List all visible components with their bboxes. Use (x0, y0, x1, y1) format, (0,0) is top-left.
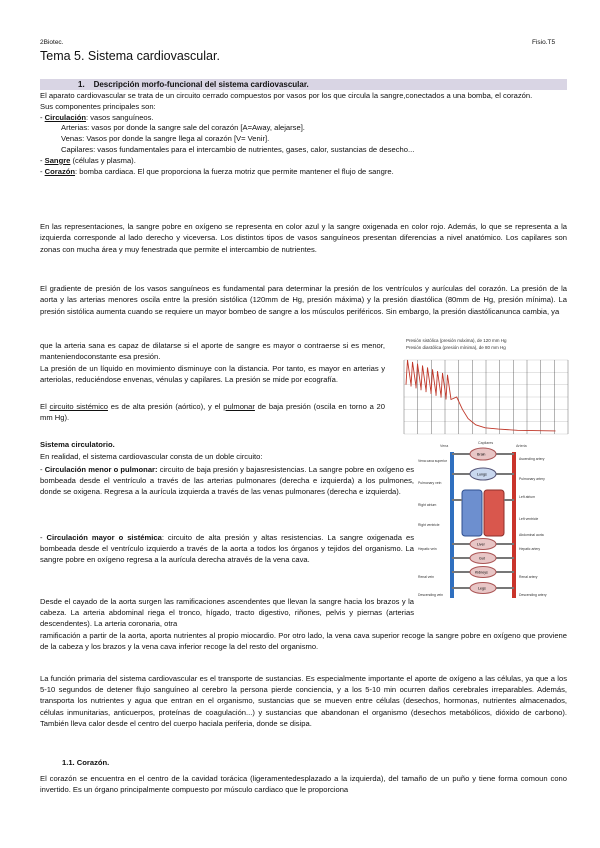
diagram-label-pulmonary-artery: Pulmonary artery (519, 477, 545, 481)
diagram-label-descending-vein: Descending vein (418, 593, 444, 597)
heart (452, 490, 514, 536)
aortic-arch-paragraph: Desde el cayado de la aorta surgen las ramificaciones ascendentes que llevan la sangre hacia los brazos y la cabeza. La arteria abdominal riega el tronco, hígado, tracto digestivo, riñones, pelvis y piernas (arterias descendentes). La arteria coronaria, otra (40, 597, 414, 629)
capilares-item: Capilares: vasos fundamentales para el intercambio de nutrientes, gases, calor, sustancias de desecho... (61, 144, 415, 154)
diagram-label-hepatic-artery: Hepatic artery (519, 547, 541, 551)
diagram-label-pulmonary-vein: Pulmonary vein (418, 481, 442, 485)
organ-loop-gut (452, 553, 514, 564)
gradient-paragraph: El gradiente de presión de los vasos sanguíneos es fundamental para determinar la presión de los ventrículos y aurículas del corazón. La presión de la aorta y las arterias menores oscila entre la presión sistólica (120mm de Hg, presión máxima) y la presión diastólica (80mm de Hg, presión mínima). La presión sistólica aumenta cuando se requiere un mayor bombeo de sangre a los músculos periféricos. Sin embargo, la presión diastólicanunca cambia, ya (40, 284, 567, 316)
pulmonary-circulation-term: Circulación menor o pulmonar: (44, 465, 158, 474)
diagram-label-capilares: Capilares (478, 441, 494, 445)
header-right: Fisio.T5 (532, 39, 556, 46)
organ-label-lungs: Lungs (477, 472, 487, 477)
diagram-label-renal-vein: Renal vein (418, 575, 435, 579)
circulacion-term: Circulación (44, 112, 86, 122)
pressure-curve (406, 360, 556, 431)
chart-grid (404, 360, 568, 434)
organ-label-legs: Legs (478, 586, 486, 591)
systemic-text-a: El (40, 402, 50, 411)
organ-loop-brain (452, 448, 514, 460)
systemic-term: circuito sistémico (49, 402, 108, 411)
section-heading (78, 79, 309, 90)
circulatory-heading: Sistema circulatorio. (40, 440, 115, 449)
organ-label-brain: Brain (477, 452, 486, 457)
gradient-paragraph-cont: que la arteria sana es capaz de dilatarse si el aporte de sangre es mayor o contraerse si es menor, manteniendoconstante esa presión. (40, 341, 385, 362)
organ-loop-legs (452, 583, 514, 594)
page-title: Tema 5. Sistema cardiovascular. (40, 49, 220, 63)
systemic-paragraph (40, 401, 385, 424)
systemic-circulation-item: - Circulación mayor o sistémica: circuito de alta presión y altas resistencias. La sangre oxigenada es bombeada desde el ventrículo izquierdo a través de la aorta a todos los órganos y tejidos del organismo. La sangre pobre en oxígeno regresa a la aurícula derecha através de la vena cava. (40, 533, 414, 565)
section-title: Descripción morfo-funcional del sistema cardiovascular. (93, 80, 309, 89)
diagram-label-left-atrium: Left atrium (519, 495, 536, 499)
sangre-term: Sangre (44, 155, 71, 165)
diagram-label-ascending-artery: Ascending artery (519, 457, 545, 461)
circulation-diagram (418, 440, 568, 604)
organ-loop-kidneys (452, 567, 514, 578)
diagram-label-left-ventricle: Left ventricle (519, 517, 539, 521)
pulmonary-circulation-text: circuito de baja presión y bajasresistencias. La sangre pobre en oxígeno es bombeada desde el ventrículo a través de las arterias pulmonares (derecha e izquierda) a los pulmones, donde se oxigena. Regresa a la aurícula izquierda a través de las venas pulmonares (derecha e izquierda). (40, 465, 415, 497)
diagram-label-vena-cava: Vena cava superior (418, 459, 448, 463)
header-left: 2Biotec. (40, 39, 64, 46)
representation-paragraph: En las representaciones, la sangre pobre en oxígeno se representa en color azul y la sangre oxigenada en color rojo. Además, lo que se representa a la izquierda corresponde al lado derecho y viceversa. Los distintos tipos de vasos sanguíneos presentan diferencias a nivel anatómico. Los capilares son zonas con mucha área y muy fenestrada que permite el intercambio de nutrientes. (40, 222, 567, 254)
sangre-text: (células y plasma). (70, 155, 136, 165)
section-number: 1. (78, 80, 85, 89)
pressure-chart (392, 334, 570, 440)
intro-text: El aparato cardiovascular se trata de un circuito cerrado compuestos por vasos por los que circula la sangre,conectados a una bomba, el corazón. (40, 91, 533, 100)
pulmonary-term: pulmonar (223, 402, 255, 411)
diagram-label-arteria: Arteria (516, 444, 527, 448)
function-paragraph: La función primaria del sistema cardiovascular es el transporte de sustancias. Es especialmente importante el aporte de oxígeno a las células, ya que a los 5-10 segundos de detener flujo sanguíneo al cerebro la persona pierde conciencia, y a los 5-10 min ocurren daños cerebrales irreparables. Además, transporta los nutrientes y agua que entran en el organismo, sustancias que se mueven entre células (desechos, hormonas, nutrientes almacenados, células inmunitarias, anticuerpos, proteínas de coagulación...) y sustancias que abandonan el organismo (desechos metabólicos, dióxido de carbono). También lleva calor desde el centro del cuerpo haciala periferia, donde se disipa. (40, 674, 567, 728)
diagram-label-right-ventricle: Right ventricle (418, 523, 440, 527)
chart-legend-diastolic: Presión diastólica (presión mínima), de 80 mm Hg (406, 345, 506, 350)
right-heart (462, 490, 482, 536)
organ-label-gut: Gut (479, 556, 485, 561)
venas-item: Venas: Vasos por donde la sangre llega al corazón [V= Venir]. (61, 134, 270, 144)
organ-label-kidneys: Kidneys (475, 570, 488, 575)
circulacion-text: : vasos sanguíneos. (86, 112, 154, 122)
circulatory-intro: En realidad, el sistema cardiovascular consta de un doble circuito: (40, 452, 263, 461)
systemic-circulation-text: : circuito de alta presión y altas resistencias. La sangre oxigenada es bombeada desde el ventrículo izquierdo a través de la aorta a todos los órganos y tejidos del organismo. La sangre pobre en oxígeno regresa a la aurícula derecha através de la vena cava. (40, 533, 414, 565)
corazon-text: : bomba cardiaca. El que proporciona la fuerza motriz que permite mantener el flujo de sangre. (75, 166, 394, 176)
diagram-label-vena: Vena (440, 444, 449, 448)
organ-loop-lungs (452, 468, 514, 480)
systemic-text-b: es de alta presión (aórtico), y el (107, 402, 224, 411)
organ-label-liver: Liver (477, 542, 485, 547)
heart-paragraph: El corazón se encuentra en el centro de la cavidad torácica (ligeramentedesplazado a la izquierda), del tamaño de un puño y tiene forma comoun cono invertido. Es un órgano principalmente compuesto por músculo cardiaco que le proporciona (40, 774, 567, 795)
liquid-pressure-paragraph: La presión de un líquido en movimiento disminuye con la distancia. Por tanto, es mayor en arterias y arteriolas, reduciéndose envenas, vénulas y capilares. La presión se mide por ecografía. (40, 364, 385, 385)
diagram-label-hepatic-vein: Hepatic vein (418, 547, 437, 551)
diagram-label-abdominal-aorta: Abdominal aorta (519, 533, 544, 537)
organ-loop-liver (452, 539, 514, 550)
intro-block: El aparato cardiovascular se trata de un circuito cerrado compuestos por vasos por los que circula la sangre,conectados a una bomba, el corazón. Sus componentes principales son: - Circulación: vasos sanguíneos. Arterias: vasos por donde la sangre sale del corazón [A=Away, alejarse]. Venas: Vasos por donde la sangre llega al corazón [V= Venir]. Capilares: vasos fundamentales para el intercambio de nutrientes, gases, calor, sustancias de desecho... - Sangre (células y plasma). - Corazón: bomba cardiaca. El que proporciona la fuerza motriz que permite mantener el flujo de sangre. (40, 91, 567, 177)
diagram-label-descending-artery: Descending artery (519, 593, 547, 597)
pulmonary-circulation-item: - Circulación menor o pulmonar: circuito de baja presión y bajasresistencias. La sangre pobre en oxígeno es bombeada desde el ventrículo a través de las arterias pulmonares (derecha e izquierda) a los pulmones, donde se oxigena. Regresa a la aurícula izquierda a través de las venas pulmonares (derecha e izquierda). (40, 465, 415, 497)
left-heart (484, 490, 504, 536)
aortic-arch-paragraph-cont: ramificación a partir de la aorta, aporta nutrientes al propio miocardio. Por otro lado, la vena cava superior recoge la sangre pobre en oxígeno que proviene de la cabeza y los brazos y la vena cava inferior recoge la del resto del organismo. (40, 631, 567, 652)
components-intro: Sus componentes principales son: (40, 101, 156, 111)
systemic-circulation-term: Circulación mayor o sistémica (46, 533, 162, 542)
diagram-label-renal-artery: Renal artery (519, 575, 538, 579)
corazon-term: Corazón (44, 166, 76, 176)
subsection-heading: 1.1. Corazón. (62, 758, 110, 767)
chart-legend-systolic: Presión sistólica (presión máxima), de 120 mm Hg (406, 338, 507, 343)
arterias-item: Arterias: vasos por donde la sangre sale del corazón [A=Away, alejarse]. (61, 123, 305, 133)
systemic-text-c: de baja presión (oscila en torno a 20 mm Hg). (40, 402, 385, 423)
diagram-label-right-atrium: Right atrium (418, 503, 437, 507)
